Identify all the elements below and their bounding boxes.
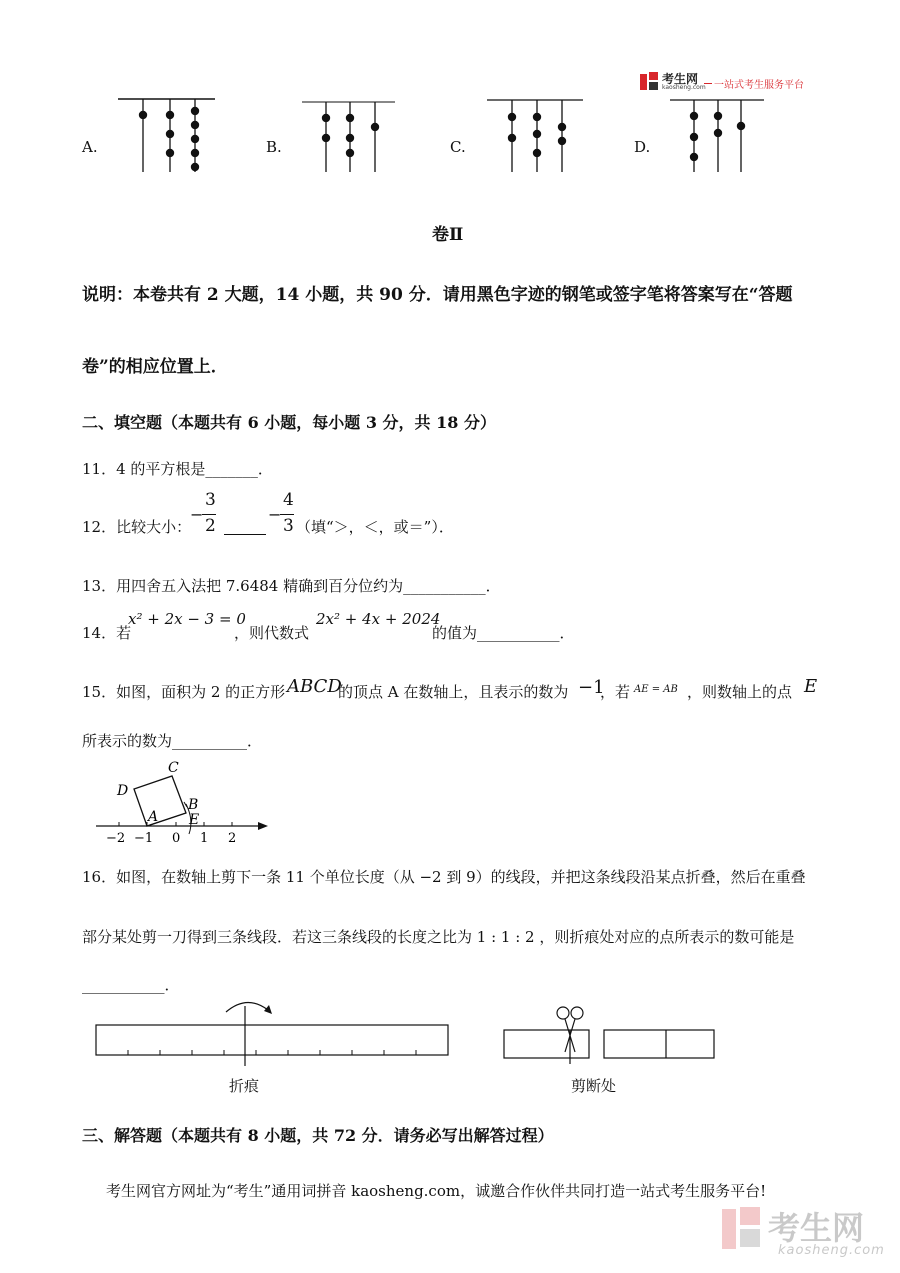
fig-tick-2: 2: [228, 831, 237, 846]
logo-mark-icon: [640, 72, 660, 92]
logo-divider: [704, 83, 712, 84]
question-13: 13．用四舍五入法把 7.6484 精确到百分位约为___________．: [82, 577, 501, 595]
option-d-label: D.: [634, 138, 651, 156]
q15-text-d: ，则数轴上的点: [687, 683, 793, 701]
q15-figure: [92, 758, 282, 848]
section2-title: 二、填空题（本题共有 6 小题，每小题 3 分，共 18 分）: [82, 413, 496, 432]
q15-point-e: E: [804, 676, 818, 697]
fig-tick-neg2: −2: [106, 831, 126, 846]
header-logo: [640, 70, 810, 96]
q15-square-name: ABCD: [287, 676, 342, 697]
q12-answer-blank: [224, 520, 266, 535]
question-15-line2: 所表示的数为__________．: [82, 732, 263, 750]
q12-suffix: （填“＞，＜，或＝”）．: [296, 518, 454, 536]
q12-frac2-num: 4: [283, 490, 294, 510]
fig-label-a: A: [148, 809, 159, 825]
logo-slogan: 一站式考生服务平台: [714, 80, 804, 91]
abacus-option-d: [668, 96, 768, 176]
q12-minus-2: −: [268, 505, 282, 524]
fig-tick-0: 0: [172, 831, 181, 846]
question-15-line1: [82, 676, 822, 702]
fig-label-c: C: [168, 760, 179, 776]
q14-suffix: 的值为___________．: [432, 624, 575, 642]
logo-domain: kaosheng.com: [662, 84, 706, 91]
q14-prefix: 14．若: [82, 624, 132, 642]
q16-fold-figure: [94, 998, 454, 1073]
q14-equation: x² + 2x − 3 = 0: [128, 610, 246, 628]
cut-label: 剪断处: [571, 1077, 617, 1095]
q12-frac1-num: 3: [205, 490, 216, 510]
question-14: [82, 608, 602, 642]
question-16-line2: 部分某处剪一刀得到三条线段．若这三条线段的长度之比为 1 : 1 : 2 ，则折痕处对应的点所表示的数可能是: [82, 928, 795, 946]
volume-title: 卷Ⅱ: [432, 225, 464, 245]
question-11: 11．4 的平方根是_______．: [82, 460, 273, 478]
question-12: [82, 490, 582, 540]
q15-text-a: 15．如图，面积为 2 的正方形: [82, 683, 286, 701]
section3-title: 三、解答题（本题共有 8 小题，共 72 分．请务必写出解答过程）: [82, 1126, 554, 1145]
option-a-label: A.: [82, 138, 98, 156]
fig-label-d: D: [117, 783, 129, 799]
q12-frac2-bar: [280, 514, 294, 515]
instructions-line2: 卷”的相应位置上．: [82, 357, 228, 377]
abacus-option-a: [115, 96, 215, 176]
logo-name: 考生网: [662, 72, 699, 86]
abacus-option-b: [300, 96, 400, 176]
fig-tick-neg1: −1: [134, 831, 154, 846]
q15-value: −1: [578, 677, 605, 698]
question-16-line1: 16．如图，在数轴上剪下一条 11 个单位长度（从 −2 到 9）的线段，并把这条线段沿某点折叠，然后在重叠: [82, 868, 806, 886]
q16-cut-figure: [502, 998, 718, 1068]
fig-tick-1: 1: [200, 831, 209, 846]
fig-label-e: E: [189, 812, 200, 828]
fig-label-b: B: [188, 797, 199, 813]
q12-frac2-den: 3: [283, 516, 294, 536]
q15-condition: AE = AB: [634, 684, 678, 695]
q14-expression: 2x² + 4x + 2024: [316, 610, 441, 628]
q15-text-c: ，若: [600, 683, 631, 701]
option-b-label: B.: [266, 138, 282, 156]
watermark-logo-icon: [720, 1205, 764, 1253]
question-16-line3: ___________．: [82, 976, 180, 994]
abacus-option-c: [485, 96, 585, 176]
footer-text: 考生网官方网址为“考生”通用词拼音 kaosheng.com，诚邀合作伙伴共同打造一站式考生服务平台!: [106, 1182, 767, 1200]
watermark-name: 考生网: [768, 1209, 865, 1247]
watermark: [720, 1203, 890, 1263]
q12-frac1-den: 2: [205, 516, 216, 536]
instructions-line1: 说明：本卷共有 2 大题，14 小题，共 90 分．请用黑色字迹的钢笔或签字笔将答案写在“答题: [82, 285, 793, 305]
watermark-domain: kaosheng.com: [778, 1243, 885, 1258]
q12-frac1-bar: [202, 514, 216, 515]
q15-text-b: 的顶点 A 在数轴上，且表示的数为: [338, 683, 569, 701]
q12-minus-1: −: [190, 505, 204, 524]
option-c-label: C.: [450, 138, 466, 156]
fold-label: 折痕: [229, 1077, 260, 1095]
q12-prefix: 12．比较大小：: [82, 518, 192, 536]
q14-middle: ，则代数式: [234, 624, 310, 642]
